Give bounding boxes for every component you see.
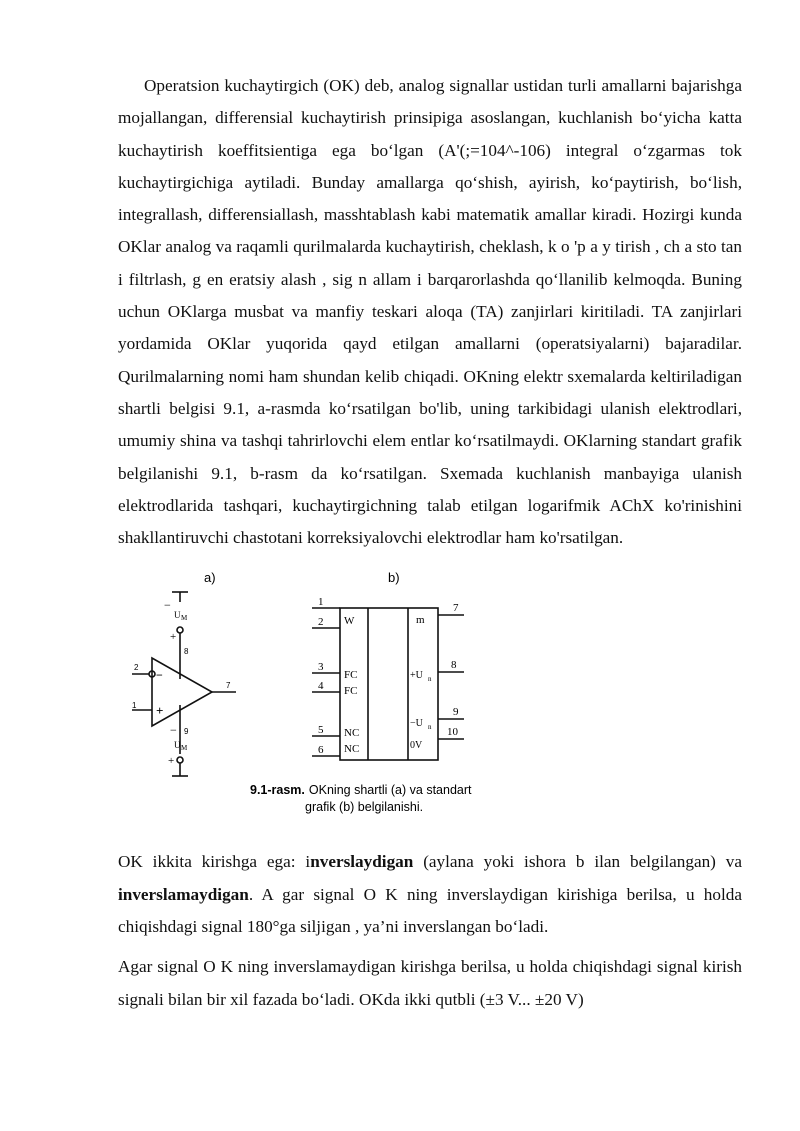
pin-num-2: 2 [318, 616, 324, 629]
label-plus-u: +U [410, 670, 423, 682]
noninv-symbol: + [156, 703, 164, 719]
top-plus: + [170, 631, 177, 644]
bottom-supply-sub: M [181, 744, 188, 753]
bottom-minus: − [170, 723, 177, 738]
inv-symbol: − [156, 668, 163, 683]
p2-bold-noninverting: inverslamaydigan [118, 884, 249, 904]
figure-caption [250, 783, 472, 797]
p2-text-1: OK ikkita kirishga ega: i [118, 852, 311, 872]
caption-number: 9.1-rasm. [250, 783, 305, 798]
label-0v: 0V [410, 740, 423, 752]
bottom-plus: + [168, 755, 175, 768]
pin-num-4: 4 [318, 680, 324, 693]
pin-1-label: 1 [132, 701, 137, 711]
pin-num-3: 3 [318, 661, 324, 674]
caption-line-2: grafik (b) belgilanishi. [305, 800, 424, 815]
bottom-supply-label: U [174, 740, 181, 751]
paragraph-intro: Operatsion kuchaytirgich (OK) deb, analog signallar ustidan turli amallarni bajarishga mojallangan, differensial kuchaytirish prinsipiga asoslangan, kuchlanish bo‘yicha katta kuchaytirish koeffitsientiga ega bo‘lgan (A'(;=104^-106) integral o‘zgarmas tok kuchaytirgichiga aytiladi. Bunday amallarga qo‘shish, ayirish, ko‘paytirish, bo‘lish, integrallash, differensiallash, masshtablash kabi matematik amallar kiradi. Hozirgi kunda OKlar analog va raqamli qurilmalarda kuchaytirish, cheklash, k o 'p a y tirish , ch a sto tan i filtrlash, g en eratsiy alash , sig n allam i barqarorlashda qo‘llanilib kelmoqda. Buning uchun OKlarga musbat va manfiy teskari aloqa (TA) zanjirlari kiritiladi. TA zanjirlari yordamida OKlar yuqorida qayd etilgan amallarni (operatsiyalarni) bajaradilar. Qurilmalarning nomi ham shundan kelib chiqadi. OKning elektr sxemalarda keltiriladigan shartli belgisi 9.1, a-rasmda ko‘rsatilgan bo'lib, uning tarkibidagi ulanish elektrodlari, umumiy shina va tashqi tahrirlovchi elem entlar ko‘rsatilmaydi. OKlarning standart grafik belgilanishi 9.1, b-rasm da ko‘rsatilgan. Sxemada kuchlanish manbayiga ulanish elektrodlarida tashqari, kuchaytirgichning talab etilgan logarifmik AChX ko'rinishini shakllantiruvchi chastotani korreksiyalovchi elektrodlar ham ko'rsatilgan. [118, 76, 742, 548]
standard-symbol [312, 608, 464, 760]
figure-9-1 [118, 562, 742, 832]
p2-bold-inverting: nverslaydigan [310, 852, 414, 872]
pin-num-7: 7 [453, 602, 459, 615]
label-minus-u-sub: n [428, 723, 432, 732]
caption-line-1: OKning shartli (a) va standart [308, 783, 472, 798]
label-m: m [416, 614, 425, 627]
label-b: b) [388, 570, 400, 586]
pin-2-label: 2 [134, 663, 139, 673]
label-fc-1: FC [344, 669, 358, 682]
pin-9-label: 9 [184, 727, 189, 737]
label-plus-u-sub: n [428, 675, 432, 684]
paragraph-inputs [118, 846, 742, 943]
pin-num-6: 6 [318, 744, 324, 757]
label-nc-1: NC [344, 727, 360, 740]
top-minus: − [164, 598, 171, 613]
pin-7-label: 7 [226, 681, 231, 691]
label-w: W [344, 615, 355, 628]
pin-num-1: 1 [318, 596, 324, 609]
page-content [118, 70, 742, 1016]
label-a: a) [204, 570, 216, 586]
top-supply-sub: M [181, 614, 188, 623]
top-supply-label: U [174, 610, 181, 621]
pin-num-9: 9 [453, 706, 459, 719]
label-fc-2: FC [344, 685, 358, 698]
pin-8-label: 8 [184, 647, 189, 657]
label-minus-u: −U [410, 718, 423, 730]
pin-num-10: 10 [447, 726, 458, 739]
pin-num-8: 8 [451, 659, 457, 672]
figure-diagram [118, 562, 742, 832]
paragraph-phase: Agar signal O K ning inverslamaydigan kirishga berilsa, u holda chiqishdagi signal kirish signali bilan bir xil fazada bo‘ladi. OKda ikki qutbli (±3 V... ±20 V) [118, 957, 742, 1009]
p2-text-2: (aylana yoki ishora b ilan belgilangan) va [413, 852, 742, 872]
pin-num-5: 5 [318, 724, 324, 737]
p2-text-3: . A gar signal O K ning inverslaydigan kirishiga berilsa, u holda chiqishdagi signal 180°ga siljigan , ya’ni inverslangan bo‘ladi. [118, 884, 742, 937]
label-nc-2: NC [344, 743, 360, 756]
